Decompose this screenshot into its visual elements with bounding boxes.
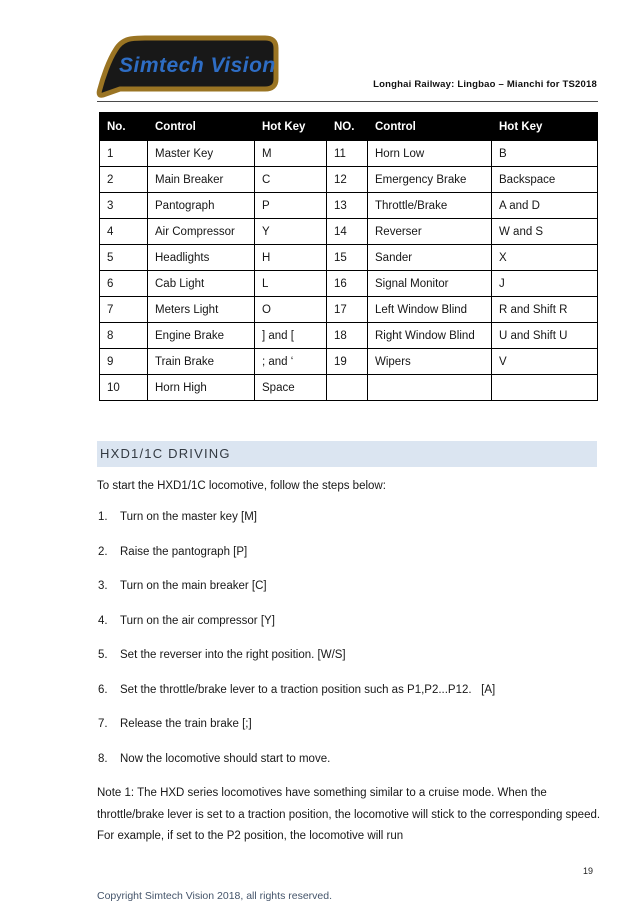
cell: 3 [100, 193, 148, 219]
cell: J [492, 271, 598, 297]
cell: W and S [492, 219, 598, 245]
cell: 2 [100, 167, 148, 193]
cell: Meters Light [148, 297, 255, 323]
cell: 16 [327, 271, 368, 297]
cell: Headlights [148, 245, 255, 271]
table-row [100, 167, 598, 193]
cell: O [255, 297, 327, 323]
step-text: Now the locomotive should start to move. [120, 752, 331, 765]
cell: A and D [492, 193, 598, 219]
cell: 14 [327, 219, 368, 245]
cell: P [255, 193, 327, 219]
cell: Signal Monitor [368, 271, 492, 297]
step-number: 8. [98, 752, 108, 765]
col-header-hotkey-left: Hot Key [255, 113, 327, 141]
cell: 19 [327, 349, 368, 375]
list-item [98, 648, 602, 662]
page-number: 19 [582, 866, 593, 876]
col-header-control-right: Control [368, 113, 492, 141]
cell: C [255, 167, 327, 193]
list-item [98, 614, 602, 628]
step-number: 3. [98, 580, 108, 592]
step-text: Turn on the main breaker [C] [120, 580, 267, 592]
step-text: Set the throttle/brake lever to a traction position such as P1,P2...P12. [A] [120, 683, 496, 696]
cell: M [255, 141, 327, 167]
col-header-no-right: NO. [327, 113, 368, 141]
hotkey-table [99, 112, 598, 401]
table-row [100, 349, 598, 375]
cell: Train Brake [148, 349, 255, 375]
col-header-control-left: Control [148, 113, 255, 141]
step-text: Turn on the master key [M] [120, 511, 257, 523]
table-row [100, 323, 598, 349]
step-number: 5. [98, 649, 108, 661]
cell: 4 [100, 219, 148, 245]
document-title: Longhai Railway: Lingbao – Mianchi for TS2018 [373, 79, 597, 90]
cell: L [255, 271, 327, 297]
logo-graphic [95, 34, 284, 100]
list-item [98, 752, 602, 766]
cell: Wipers [368, 349, 492, 375]
step-text: Set the reverser into the right position. [W/S] [120, 649, 346, 661]
cell: 10 [100, 375, 148, 401]
table-row [100, 141, 598, 167]
cell: Engine Brake [148, 323, 255, 349]
cell: ] and [ [255, 323, 327, 349]
cell [327, 375, 368, 401]
note-paragraph: Note 1: The HXD series locomotives have something similar to a cruise mode. When the throttle/brake lever is set to a traction position, the locomotive will stick to the corresponding speed. For example, if set to the P2 position, the locomotive will run [97, 787, 601, 842]
table-row [100, 375, 598, 401]
cell: 17 [327, 297, 368, 323]
cell: Right Window Blind [368, 323, 492, 349]
cell: Horn High [148, 375, 255, 401]
table-row [100, 219, 598, 245]
table-header-row [100, 113, 598, 141]
table-row [100, 271, 598, 297]
step-number: 7. [98, 718, 108, 730]
cell: U and Shift U [492, 323, 598, 349]
cell: R and Shift R [492, 297, 598, 323]
steps-list [98, 510, 602, 786]
cell: V [492, 349, 598, 375]
col-header-no-left: No. [100, 113, 148, 141]
cell: Throttle/Brake [368, 193, 492, 219]
cell: Emergency Brake [368, 167, 492, 193]
col-header-hotkey-right: Hot Key [492, 113, 598, 141]
cell: X [492, 245, 598, 271]
list-item [98, 717, 602, 731]
cell: 18 [327, 323, 368, 349]
step-number: 1. [98, 511, 108, 523]
cell [492, 375, 598, 401]
step-text: Raise the pantograph [P] [120, 545, 248, 558]
list-item [98, 510, 602, 524]
cell: 9 [100, 349, 148, 375]
cell: 15 [327, 245, 368, 271]
cell: 1 [100, 141, 148, 167]
cell: Backspace [492, 167, 598, 193]
section-heading: HXD1/1C DRIVING [97, 441, 597, 467]
cell: Air Compressor [148, 219, 255, 245]
cell: 8 [100, 323, 148, 349]
cell: 5 [100, 245, 148, 271]
cell: Master Key [148, 141, 255, 167]
cell: Cab Light [148, 271, 255, 297]
cell: 6 [100, 271, 148, 297]
cell [368, 375, 492, 401]
cell: Left Window Blind [368, 297, 492, 323]
section-intro: To start the HXD1/1C locomotive, follow the steps below: [97, 480, 386, 492]
cell: 13 [327, 193, 368, 219]
cell: Y [255, 219, 327, 245]
step-number: 2. [98, 545, 108, 558]
cell: Pantograph [148, 193, 255, 219]
simtech-vision-logo [95, 34, 284, 105]
step-number: 4. [98, 614, 108, 627]
table-row [100, 245, 598, 271]
cell: 12 [327, 167, 368, 193]
table-row [100, 297, 598, 323]
step-number: 6. [98, 683, 108, 696]
step-text: Turn on the air compressor [Y] [120, 614, 275, 627]
cell: 7 [100, 297, 148, 323]
header-divider [97, 101, 598, 102]
cell: Sander [368, 245, 492, 271]
list-item [98, 683, 602, 697]
cell: 11 [327, 141, 368, 167]
logo-text: Simtech Vision [119, 54, 276, 77]
cell: Space [255, 375, 327, 401]
cell: B [492, 141, 598, 167]
cell: Horn Low [368, 141, 492, 167]
step-text: Release the train brake [;] [120, 718, 252, 730]
list-item [98, 545, 602, 559]
copyright-text: Copyright Simtech Vision 2018, all rights reserved. [97, 890, 333, 902]
cell: ; and ‘ [255, 349, 327, 375]
cell: Main Breaker [148, 167, 255, 193]
table-row [100, 193, 598, 219]
list-item [98, 579, 602, 593]
cell: Reverser [368, 219, 492, 245]
cell: H [255, 245, 327, 271]
